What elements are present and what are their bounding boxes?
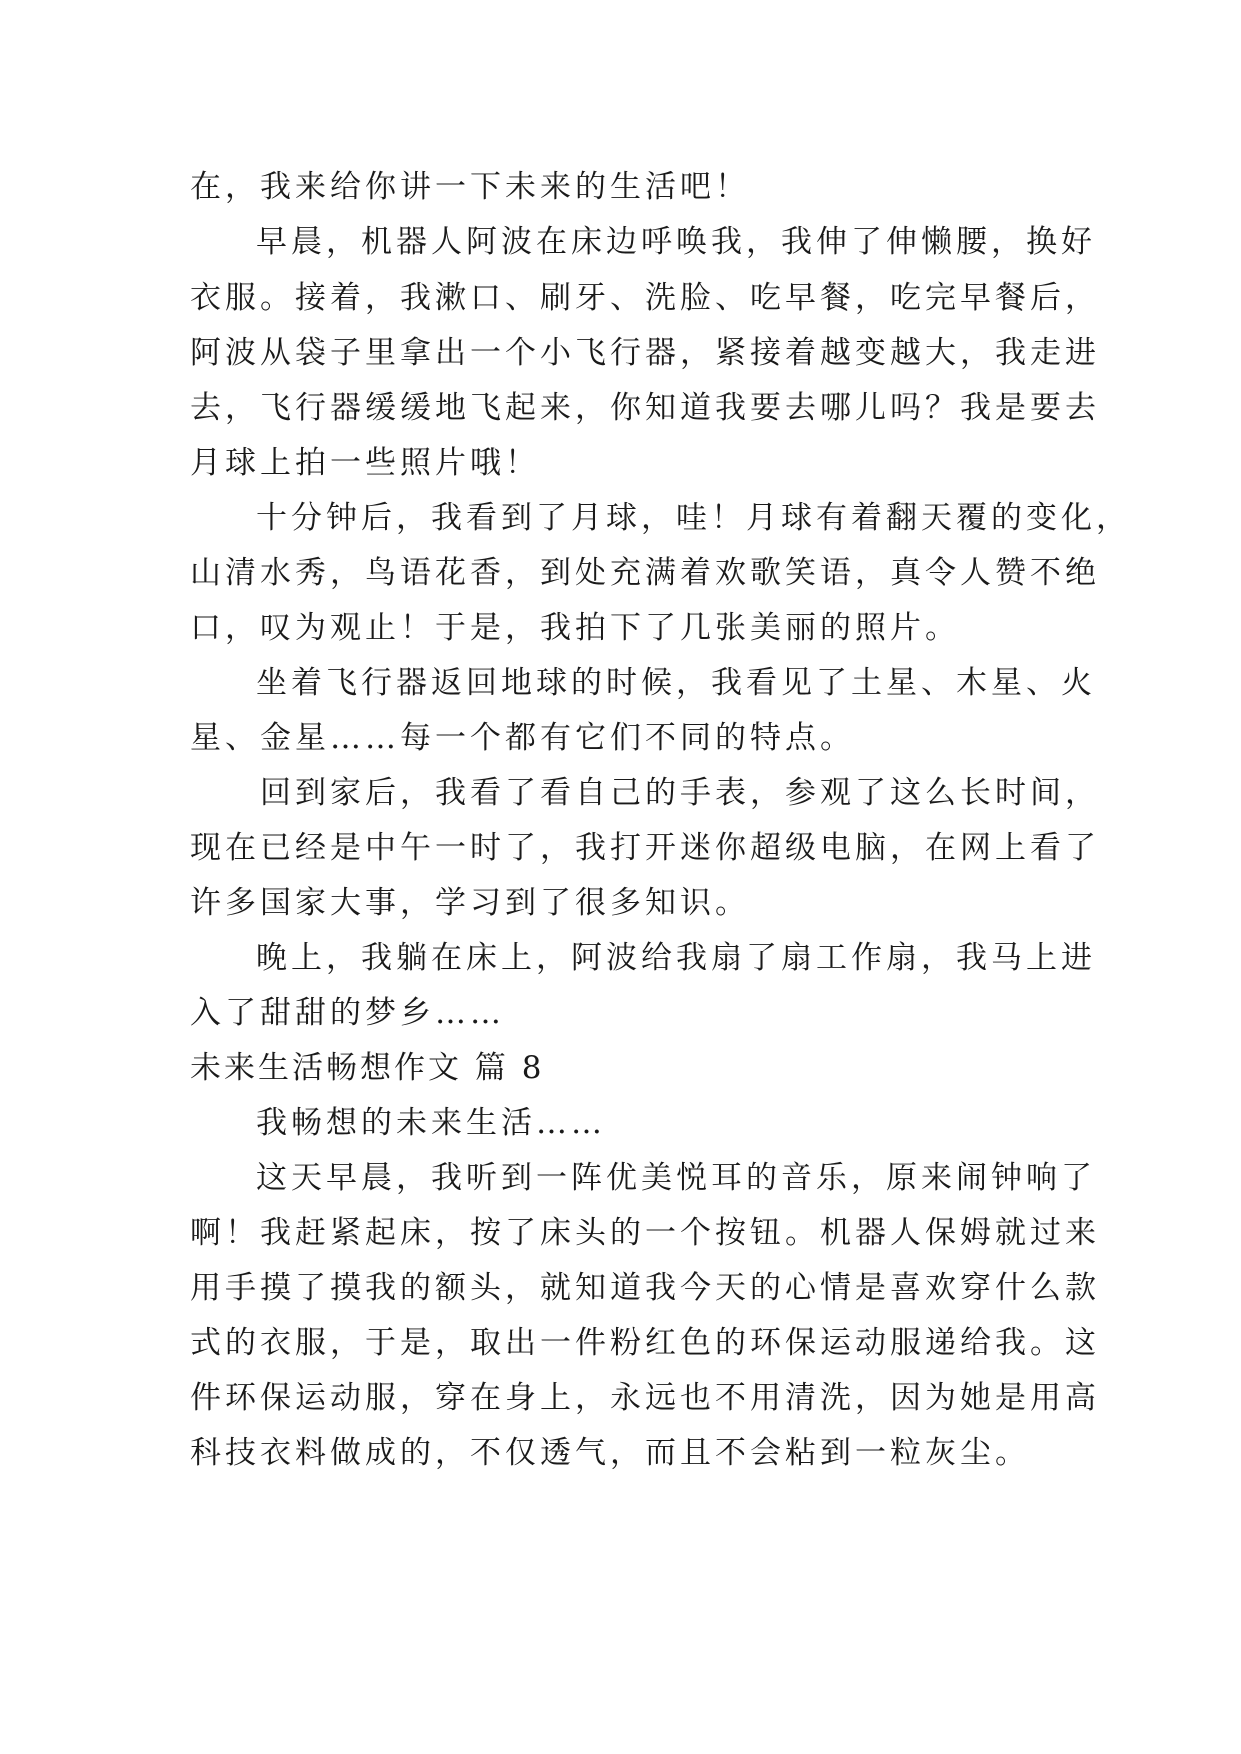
- paragraph-start: 十分钟后，我看到了月球，哇！月球有着翻天覆的变化，: [256, 500, 1131, 536]
- text-line: 用手摸了摸我的额头，就知道我今天的心情是喜欢穿什么款: [190, 1270, 1100, 1306]
- text-line: 件环保运动服，穿在身上，永远也不用清洗，因为她是用高: [190, 1380, 1100, 1416]
- text-line: 许多国家大事，学习到了很多知识。: [190, 885, 750, 921]
- paragraph-start: 早晨，机器人阿波在床边呼唤我，我伸了伸懒腰，换好: [256, 224, 1096, 260]
- text-line: 啊！我赶紧起床，按了床头的一个按钮。机器人保姆就过来: [190, 1215, 1100, 1251]
- paragraph-start: 晚上，我躺在床上，阿波给我扇了扇工作扇，我马上进: [256, 940, 1096, 976]
- text-line: 山清水秀，鸟语花香，到处充满着欢歌笑语，真令人赞不绝: [190, 555, 1100, 591]
- paragraph-start: 坐着飞行器返回地球的时候，我看见了土星、木星、火: [256, 665, 1096, 701]
- text-line: 口，叹为观止！于是，我拍下了几张美丽的照片。: [190, 610, 960, 646]
- paragraph-start: 回到家后，我看了看自己的手表，参观了这么长时间，: [260, 775, 1100, 811]
- text-line: 科技衣料做成的，不仅透气，而且不会粘到一粒灰尘。: [190, 1435, 1030, 1471]
- text-line: 现在已经是中午一时了，我打开迷你超级电脑，在网上看了: [190, 830, 1100, 866]
- section-heading: 未来生活畅想作文 篇 8: [190, 1050, 545, 1086]
- paragraph-start: 这天早晨，我听到一阵优美悦耳的音乐，原来闹钟响了: [256, 1160, 1096, 1196]
- text-line: 星、金星……每一个都有它们不同的特点。: [190, 720, 855, 756]
- text-line: 月球上拍一些照片哦！: [190, 445, 540, 481]
- text-line: 在，我来给你讲一下未来的生活吧！: [190, 169, 750, 205]
- paragraph-start: 我畅想的未来生活……: [256, 1105, 606, 1141]
- text-line: 入了甜甜的梦乡……: [190, 995, 505, 1031]
- text-line: 阿波从袋子里拿出一个小飞行器，紧接着越变越大，我走进: [190, 335, 1100, 371]
- text-line: 式的衣服，于是，取出一件粉红色的环保运动服递给我。这: [190, 1325, 1100, 1361]
- text-line: 衣服。接着，我漱口、刷牙、洗脸、吃早餐，吃完早餐后，: [190, 280, 1100, 316]
- text-line: 去，飞行器缓缓地飞起来，你知道我要去哪儿吗？我是要去: [190, 390, 1100, 426]
